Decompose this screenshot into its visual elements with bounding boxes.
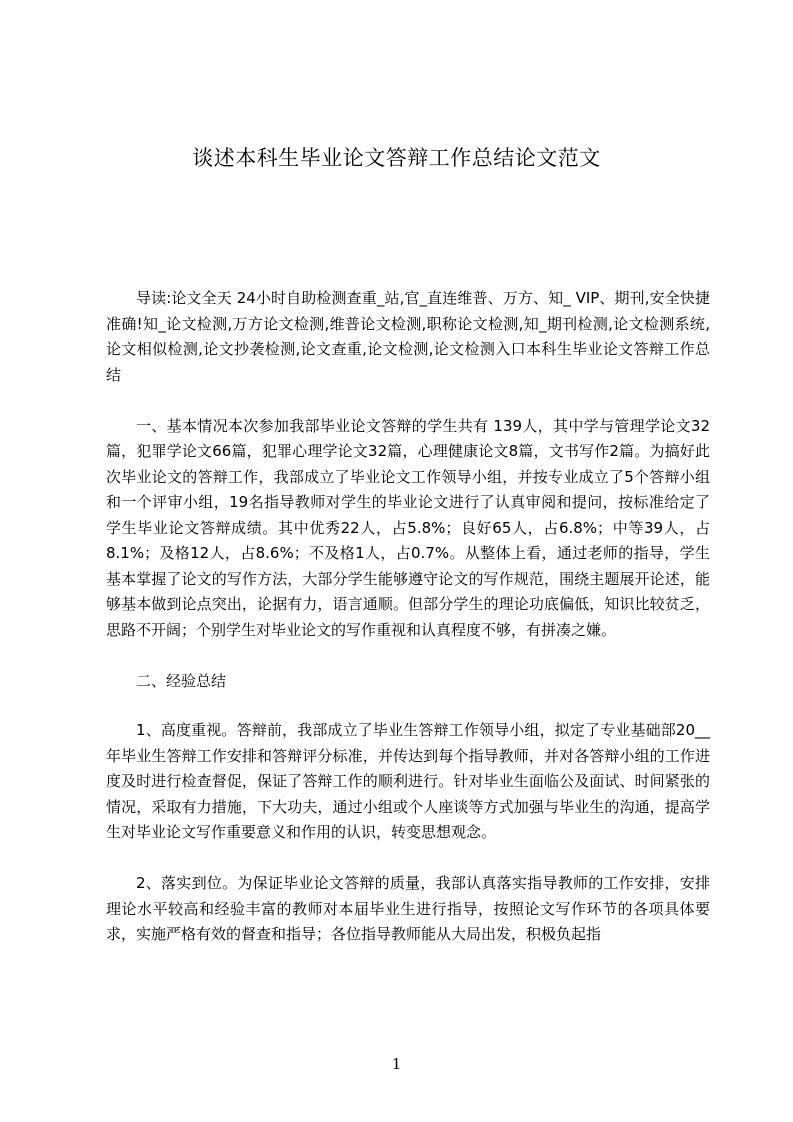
basic-situation-paragraph: 一、基本情况本次参加我部毕业论文答辩的学生共有 139人，其中学与管理学论文32篇，犯罪学论文66篇，犯罪心理学论文32篇，心理健康论文8篇，文书写作2篇。为搞好此次毕业论文的答辩工作，我部成立了毕业论文工作领导小组，并按专业成立了5个答辩小组和一个评审小组，19名指导教师对学生的毕业论文进行了认真审阅和提问，按标准给定了学生毕业论文答辩成绩。其中优秀22人，占5.8%；良好65人，占6.8%；中等39人，占8.1%；及格12人，占8.6%；不及格1人，占0.7%。从整体上看，通过老师的指导，学生基本掌握了论文的写作方法，大部分学生能够遵守论文的写作规范，围绕主题展开论述，能够基本做到论点突出，论据有力，语言通顺。但部分学生的理论功底偏低，知识比较贫乏，思路不开阔；个别学生对毕业论文的写作重视和认真程度不够，有拼凑之嫌。: [106, 416, 710, 639]
point-one-paragraph: 1、高度重视。答辩前，我部成立了毕业生答辩工作领导小组，拟定了专业基础部20__年毕业生答辩工作安排和答辩评分标准，并传达到每个指导教师，并对各答辩小组的工作进度及时进行检查督促，保证了答辩工作的顺利进行。针对毕业生面临公及面试、时间紧张的情况，采取有力措施，下大功夫，通过小组或个人座谈等方式加强与毕业生的沟通，提高学生对毕业论文写作重要意义和作用的认识，转变思想观念。: [106, 721, 710, 841]
document-body: [106, 286, 710, 973]
intro-paragraph: 导读:论文全天 24小时自助检测查重_站,官_直连维普、万方、知_ VIP、期刊,安全快捷准确!知_论文检测,万方论文检测,维普论文检测,职称论文检测,知_期刊检测,论文检测系统,论文相似检测,论文抄袭检测,论文查重,论文检测,论文检测入口本科生毕业论文答辩工作总结: [106, 289, 710, 384]
point-two-paragraph: 2、落实到位。为保证毕业论文答辩的质量，我部认真落实指导教师的工作安排，安排理论水平较高和经验丰富的教师对本届毕业生进行指导，按照论文写作环节的各项具体要求，实施严格有效的督查和指导；各位指导教师能从大局出发，积极负起指: [106, 874, 710, 943]
page-number: 1: [391, 1055, 402, 1073]
document-title: 谈述本科生毕业论文答辩工作总结论文范文: [192, 146, 601, 170]
section-heading: 二、经验总结: [136, 671, 227, 690]
